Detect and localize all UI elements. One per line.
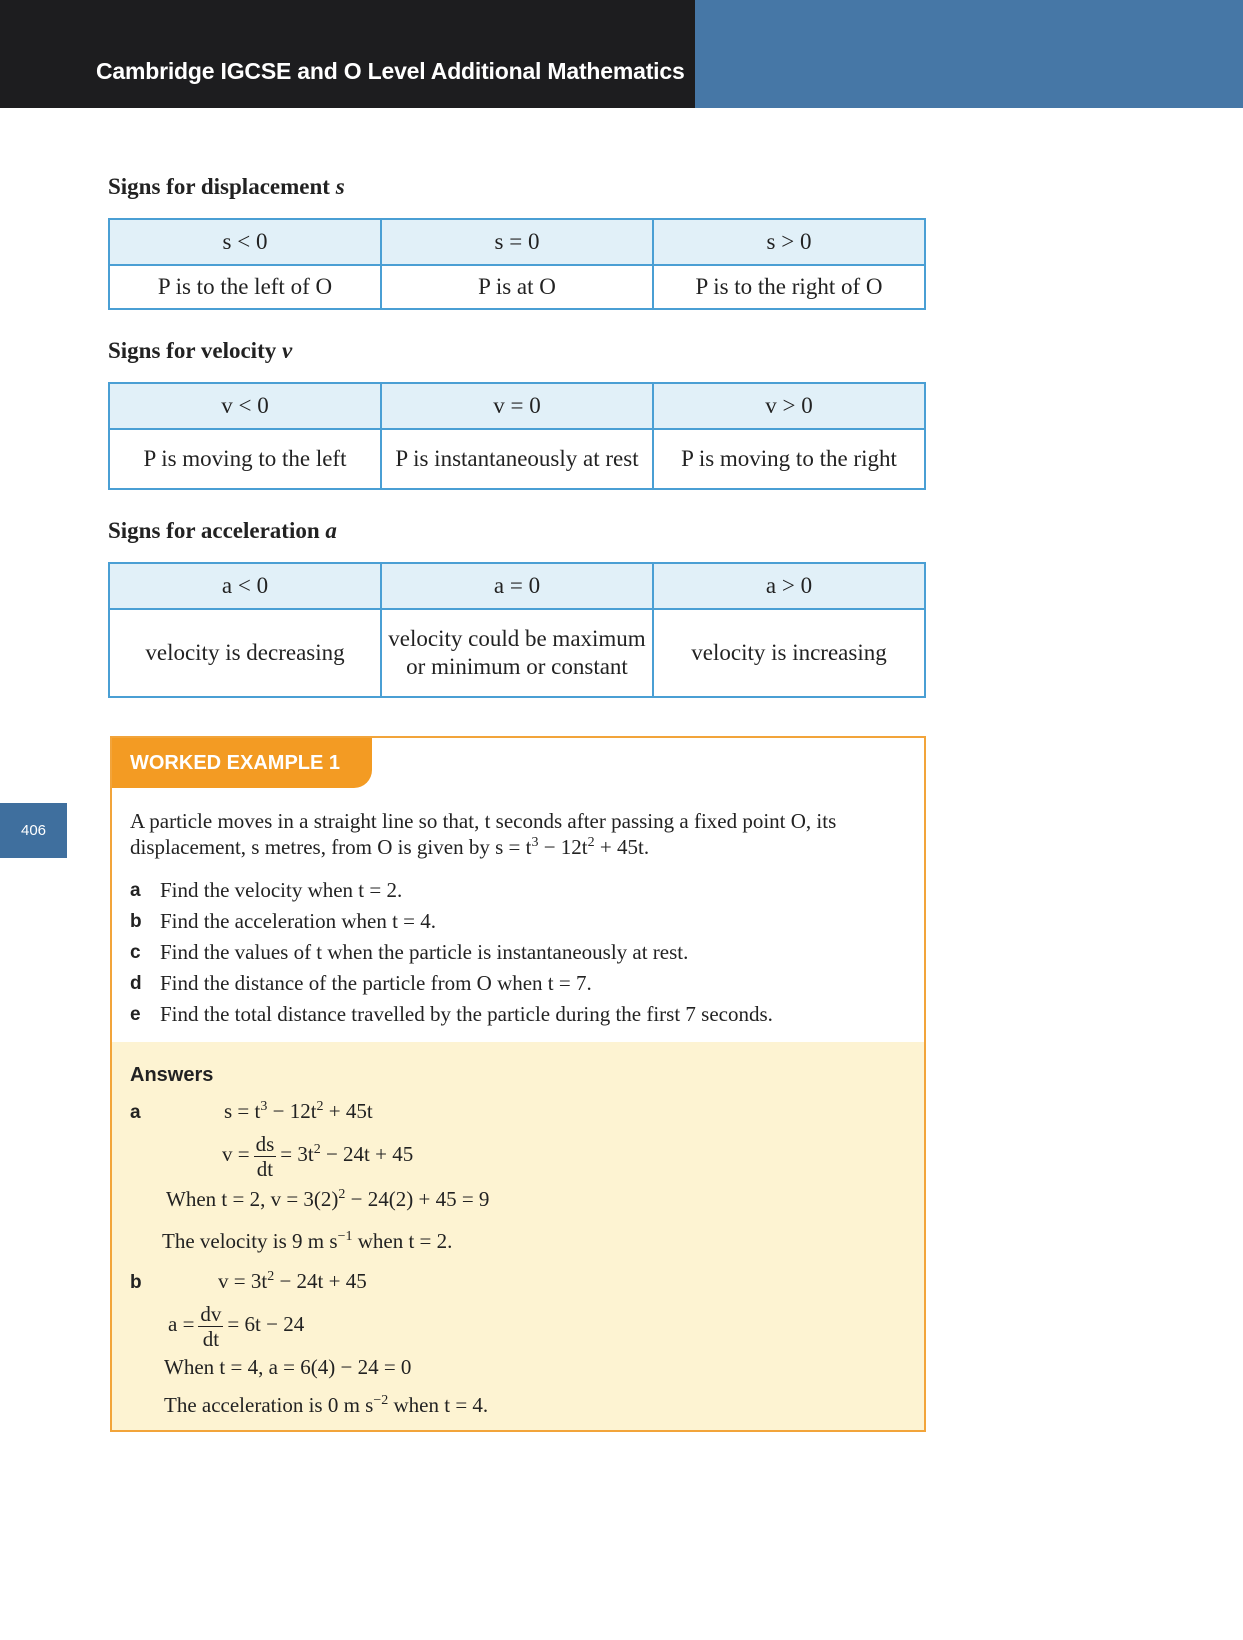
acceleration-desc-neg: velocity is decreasing	[109, 609, 381, 697]
question-b: Find the acceleration when t = 4.	[160, 909, 437, 933]
answer-b-line-2: a = $\frac{dv}{dt}$ = 6t − 24	[168, 1301, 305, 1351]
question-e: Find the total distance travelled by the particle during the first 7 seconds.	[160, 1002, 773, 1026]
acceleration-desc-pos: velocity is increasing	[653, 609, 925, 697]
question-b-letter: b	[130, 911, 142, 932]
acceleration-heading: Signs for acceleration a	[108, 518, 337, 543]
answer-a-line-3: When t = 2, $v = 3(2)^2 - 24(2) + 45 = 9$	[166, 1187, 490, 1211]
book-title: Cambridge IGCSE and O Level Additional Mathematics	[96, 58, 685, 84]
acceleration-cond-neg: a < 0	[109, 563, 381, 609]
acceleration-desc-zero: velocity could be maximum or minimum or constant	[381, 609, 653, 697]
answer-b-letter: b	[130, 1272, 142, 1293]
answer-a-line-4: The velocity is 9 m $s^{-1}$ when t = 2.	[162, 1229, 453, 1253]
velocity-cond-zero: v = 0	[381, 383, 653, 429]
question-a: Find the velocity when t = 2.	[160, 878, 403, 902]
acceleration-cond-zero: a = 0	[381, 563, 653, 609]
question-e-letter: e	[130, 1004, 141, 1025]
page-number: 406	[0, 803, 67, 858]
header-accent	[695, 0, 1243, 108]
question-d-letter: d	[130, 973, 142, 994]
displacement-desc-neg: P is to the left of O	[109, 265, 381, 309]
velocity-heading: Signs for velocity v	[108, 338, 293, 363]
velocity-desc-zero: P is instantaneously at rest	[381, 429, 653, 489]
header-bar	[0, 0, 695, 108]
answer-b-line-3: When t = 4, a = 6(4) − 24 = 0	[164, 1355, 412, 1379]
displacement-desc-pos: P is to the right of O	[653, 265, 925, 309]
displacement-cond-neg: s < 0	[109, 219, 381, 265]
worked-example-tab: WORKED EXAMPLE 1	[112, 738, 372, 788]
answers-heading: Answers	[130, 1064, 214, 1086]
worked-example-box	[110, 736, 926, 1432]
displacement-cond-pos: s > 0	[653, 219, 925, 265]
intro-line-1: A particle moves in a straight line so that, t seconds after passing a fixed point O, its	[130, 809, 837, 833]
velocity-cond-neg: v < 0	[109, 383, 381, 429]
question-c-letter: c	[130, 942, 141, 963]
velocity-desc-pos: P is moving to the right	[653, 429, 925, 489]
answer-a-letter: a	[130, 1102, 141, 1123]
answer-a-line-2: v = $\frac{ds}{dt}$ = $3t^2 - 24t + 45$	[222, 1131, 414, 1181]
displacement-cond-zero: s = 0	[381, 219, 653, 265]
question-a-letter: a	[130, 880, 141, 901]
displacement-desc-zero: P is at O	[381, 265, 653, 309]
velocity-desc-neg: P is moving to the left	[109, 429, 381, 489]
displacement-heading: Signs for displacement s	[108, 174, 345, 199]
velocity-table	[108, 382, 926, 490]
displacement-table	[108, 218, 926, 310]
velocity-cond-pos: v > 0	[653, 383, 925, 429]
intro-line-2: displacement, s metres, from O is given by $s = t^3 - 12t^2 + 45t$.	[130, 835, 650, 859]
question-d: Find the distance of the particle from O when t = 7.	[160, 971, 592, 995]
answer-a-line-1: $s = t^3 - 12t^2 + 45t$	[224, 1099, 373, 1123]
acceleration-cond-pos: a > 0	[653, 563, 925, 609]
acceleration-table	[108, 562, 926, 698]
answer-b-line-4: The acceleration is 0 m $s^{-2}$ when t = 4.	[164, 1393, 489, 1417]
question-c: Find the values of t when the particle is instantaneously at rest.	[160, 940, 689, 964]
answer-b-line-1: $v = 3t^2 - 24t + 45$	[218, 1269, 367, 1293]
